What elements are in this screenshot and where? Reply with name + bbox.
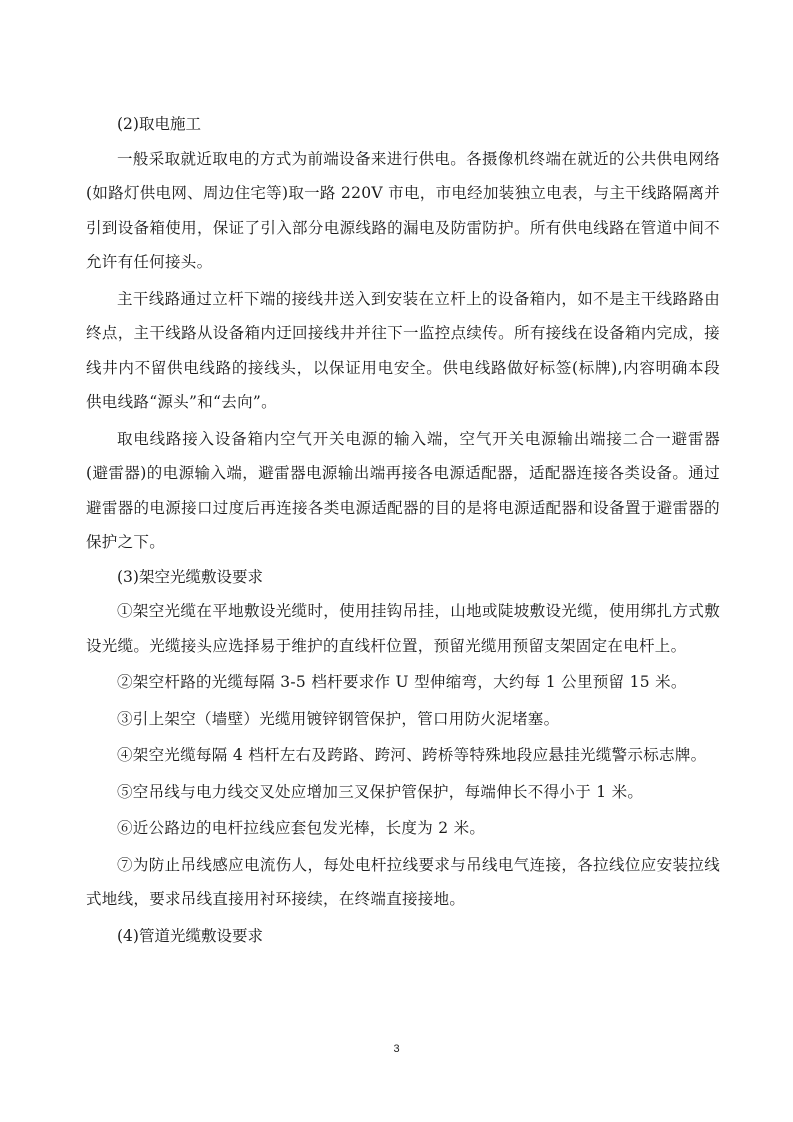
section-3-item-7: ⑦为防止吊线感应电流伤人，每处电杆拉线要求与吊线电气连接，各拉线位应安装拉线式地线，要求吊线直接用衬环接续，在终端直接接地。 xyxy=(86,855,720,908)
section-2-paragraph-1: 一般采取就近取电的方式为前端设备来进行供电。各摄像机终端在就近的公共供电网络(如路灯供电网、周边住宅等)取一路 220V 市电，市电经加装独立电表，与主干线路隔离并引到设备箱使用，保证了引入部分电源线路的漏电及防雷防护。所有供电线路在管道中间不允许有任何接头。 xyxy=(86,149,720,271)
section-3-item-2: ②架空杆路的光缆每隔 3-5 档杆要求作 U 型伸缩弯，大约每 1 公里预留 15 米。 xyxy=(117,673,687,691)
section-3-heading: (3)架空光缆敷设要求 xyxy=(117,567,263,586)
section-2-paragraph-2: 主干线路通过立杆下端的接线井送入到安装在立杆上的设备箱内，如不是主干线路路由终点，主干线路从设备箱内迂回接线井并往下一监控点续传。所有接线在设备箱内完成，接线井内不留供电线路的接线头，以保证用电安全。供电线路做好标签(标牌),内容明确本段供电线路“源头”和“去向”。 xyxy=(86,289,720,411)
section-3-item-1: ①架空光缆在平地敷设光缆时，使用挂钩吊挂，山地或陡坡敷设光缆，使用绑扎方式敷设光缆。光缆接头应选择易于维护的直线杆位置，预留光缆用预留支架固定在电杆上。 xyxy=(86,602,720,655)
section-2-paragraph-3: 取电线路接入设备箱内空气开关电源的输入端，空气开关电源输出端接二合一避雷器(避雷器)的电源输入端，避雷器电源输出端再接各电源适配器，适配器连接各类设备。通过避雷器的电源接口过度后再连接各类电源适配器的目的是将电源适配器和设备置于避雷器的保护之下。 xyxy=(86,429,720,551)
section-2-heading: (2)取电施工 xyxy=(117,115,201,133)
section-3-item-6: ⑥近公路边的电杆拉线应套包发光棒，长度为 2 米。 xyxy=(117,819,486,837)
document-body xyxy=(86,107,720,953)
section-3-item-3: ③引上架空（墙壁）光缆用镀锌钢管保护，管口用防火泥堵塞。 xyxy=(117,709,560,728)
section-4-heading: (4)管道光缆敷设要求 xyxy=(117,926,263,945)
page-number: 3 xyxy=(393,1043,400,1055)
section-3-item-4: ④架空光缆每隔 4 档杆左右及跨路、跨河、跨桥等特殊地段应悬挂光缆警示标志牌。 xyxy=(117,746,707,764)
section-3-item-5: ⑤空吊线与电力线交叉处应增加三叉保护管保护，每端伸长不得小于 1 米。 xyxy=(117,782,644,801)
